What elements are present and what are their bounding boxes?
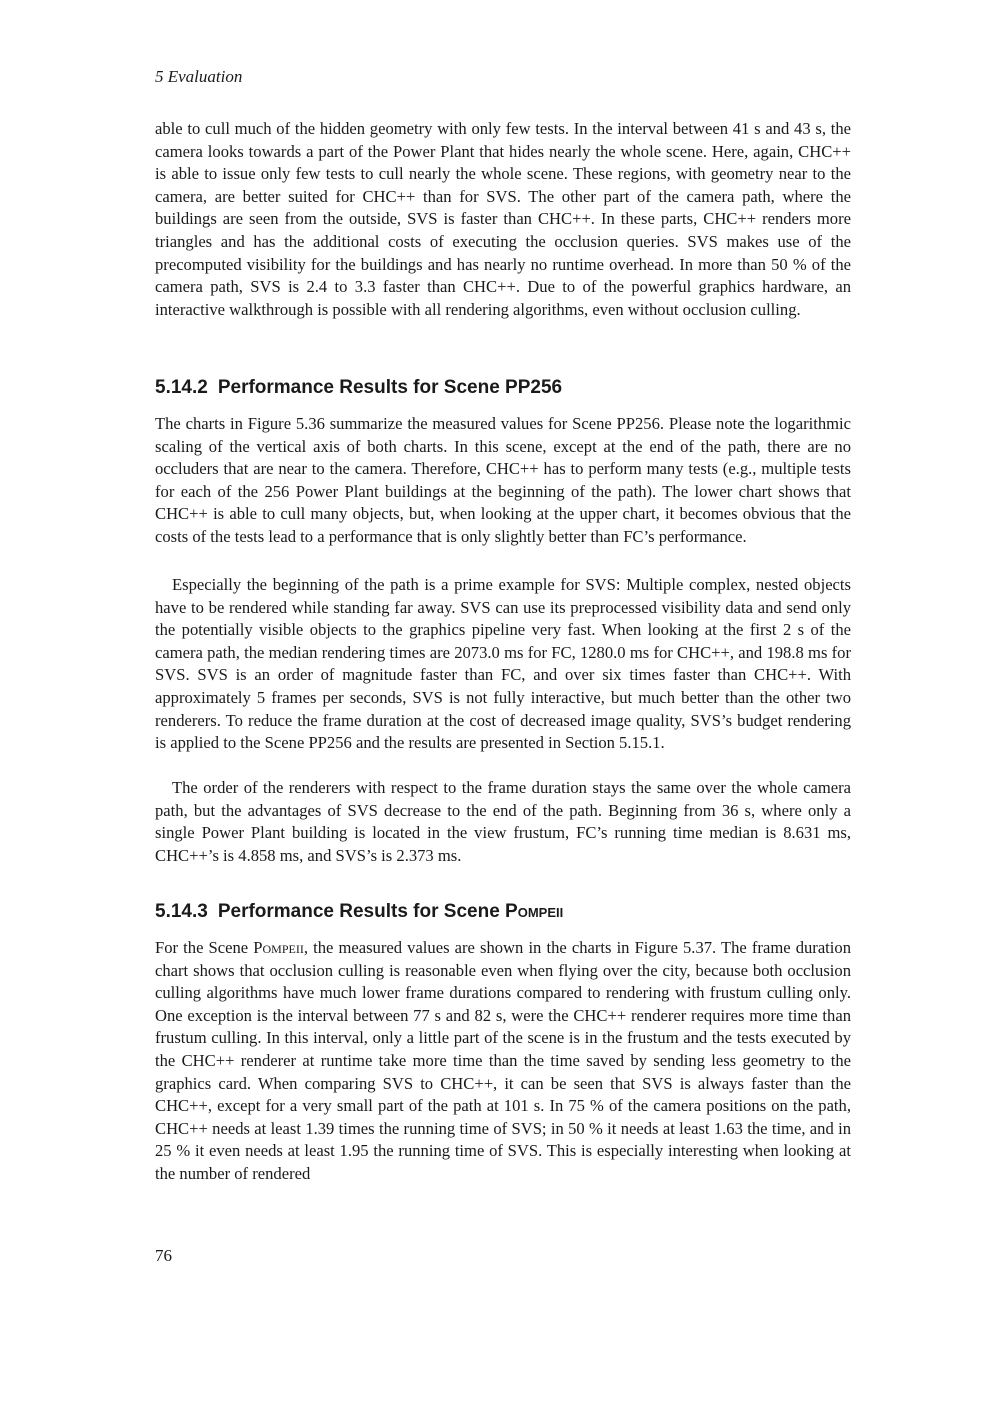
section-number: 5.14.3 — [155, 901, 208, 922]
scene-name: Pompeii — [253, 938, 304, 957]
section-number: 5.14.2 — [155, 377, 208, 398]
page-number: 76 — [155, 1246, 172, 1265]
section-title-scene-name: Pompeii — [505, 901, 564, 922]
paragraph-pompeii-lead: For the Scene — [155, 938, 254, 957]
paragraph-pp256-charts: The charts in Figure 5.36 summarize the measured values for Scene PP256. Please note the logarithmic scaling of the vertical axis of both charts. In this scene, except at the end of the path, there are no occluders that are near to the camera. Therefore, CHC++ has to perform many tests (e.g., multiple tests for each of the 256 Power Plant buildings at the beginning of the path). The lower chart shows that CHC++ is able to cull many objects, but, when looking at the upper chart, it becomes obvious that the costs of the tests lead to a performance that is only slightly better than FC’s performance. — [155, 414, 851, 546]
paragraph-pp256-order: The order of the renderers with respect to the frame duration stays the same over the whole camera path, but the advantages of SVS decrease to the end of the path. Beginning from 36 s, where only a single Power Plant building is located in the view frustum, FC’s running time median is 8.631 ms, CHC++’s is 4.858 ms, and SVS’s is 2.373 ms. — [155, 778, 851, 865]
section-heading-5-14-2 — [155, 376, 562, 400]
section-title: Performance Results for Scene PP256 — [217, 377, 563, 398]
running-head: 5 Evaluation — [155, 67, 243, 86]
section-title: Performance Results for Scene — [217, 901, 506, 922]
section-heading-5-14-3 — [155, 900, 563, 924]
paragraph-pompeii-body: , the measured values are shown in the charts in Figure 5.37. The frame duration chart shows that occlusion culling is reasonable even when flying over the city, because both occlusion culling algorithms have much lower frame durations compared to rendering with frustum culling only. One exception is the interval between 77 s and 82 s, were the CHC++ renderer requires more time than frustum culling. In this interval, only a little part of the scene is in the frustum and the tests executed by the CHC++ renderer at runtime take more time than the time saved by sending less geometry to the graphics card. When comparing SVS to CHC++, it can be seen that SVS is always faster than the CHC++, except for a very small part of the path at 101 s. In 75 % of the camera positions on the path, CHC++ needs at least 1.39 times the running time of SVS; in 50 % it needs at least 1.63 the time, and in 25 % it even needs at least 1.95 the running time of SVS. This is especially interesting when looking at the number of rendered — [155, 938, 851, 1183]
paragraph-intro: able to cull much of the hidden geometry with only few tests. In the interval between 41 s and 43 s, the camera looks towards a part of the Power Plant that hides nearly the whole scene. Here, again, CHC++ is able to issue only few tests to cull nearly the whole scene. These regions, with geometry near to the camera, are better suited for CHC++ than for SVS. The other part of the camera path, where the buildings are seen from the outside, SVS is faster than CHC++. In these parts, CHC++ renders more triangles and has the additional costs of executing the occlusion queries. SVS makes use of the precomputed visibility for the buildings and has nearly no runtime overhead. In more than 50 % of the camera path, SVS is 2.4 to 3.3 faster than CHC++. Due to of the powerful graphics hardware, an interactive walkthrough is possible with all rendering algorithms, even without occlusion culling. — [155, 119, 851, 319]
paragraph-pompeii — [155, 937, 851, 1186]
paragraph-pp256-svs: Especially the beginning of the path is a prime example for SVS: Multiple complex, nested objects have to be rendered while standing far away. SVS can use its preprocessed visibility data and send only the potentially visible objects to the graphics pipeline very fast. When looking at the first 2 s of the camera path, the median rendering times are 2073.0 ms for FC, 1280.0 ms for CHC++, and 198.8 ms for SVS. SVS is an order of magnitude faster than FC, and over six times faster than CHC++. With approximately 5 frames per seconds, SVS is not fully interactive, but much better than the other two renderers. To reduce the frame duration at the cost of decreased image quality, SVS’s budget rendering is applied to the Scene PP256 and the results are presented in Section 5.15.1. — [155, 575, 851, 753]
